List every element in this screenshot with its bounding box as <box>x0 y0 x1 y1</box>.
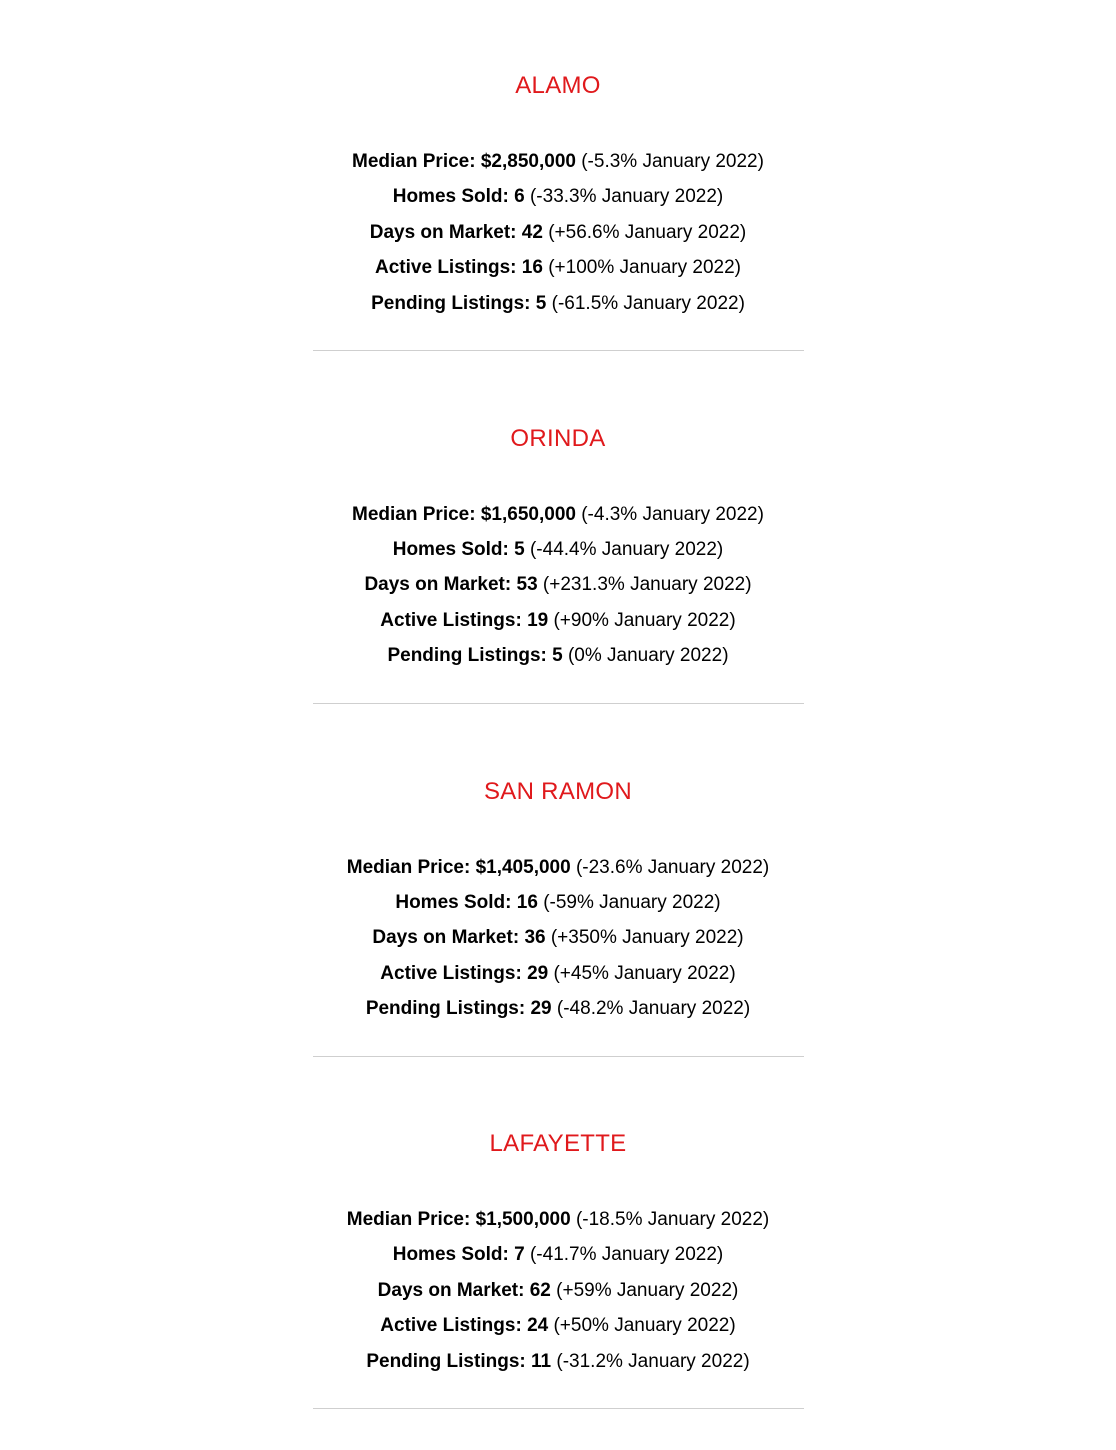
stat-pending-listings <box>0 289 1116 324</box>
stat-label: Active Listings: <box>375 257 517 279</box>
stat-active-listings <box>0 606 1116 641</box>
stat-label: Median Price: <box>346 1209 471 1230</box>
stat-change: (-23.6% January 2022) <box>575 856 770 878</box>
stat-change: (-4.3% January 2022) <box>581 503 764 525</box>
stat-days-on-market <box>0 1276 1116 1311</box>
stat-label: Homes Sold: <box>392 1244 509 1266</box>
stat-change: (-33.3% January 2022) <box>529 186 724 208</box>
stat-label: Median Price: <box>352 503 476 525</box>
city-heading: LAFAYETTE <box>489 1130 627 1157</box>
stat-value: 7 <box>514 1244 525 1266</box>
stat-value: 42 <box>521 221 543 243</box>
stat-change: (-59% January 2022) <box>543 891 721 913</box>
stat-value: 16 <box>516 891 538 913</box>
stat-active-listings <box>0 1311 1116 1346</box>
stat-change: (-18.5% January 2022) <box>575 1209 770 1230</box>
stat-value: 5 <box>514 538 525 560</box>
stat-value: 24 <box>527 1315 549 1337</box>
stat-value: 16 <box>521 257 543 279</box>
stat-change: (-44.4% January 2022) <box>529 538 724 560</box>
stat-days-on-market <box>0 570 1116 605</box>
stat-label: Active Listings: <box>380 1315 522 1337</box>
stat-active-listings <box>0 959 1116 994</box>
stat-label: Days on Market: <box>372 927 520 949</box>
stat-pending-listings <box>0 1347 1116 1382</box>
stat-change: (+90% January 2022) <box>553 609 736 631</box>
stat-label: Pending Listings: <box>387 645 547 667</box>
stat-value: 5 <box>552 645 563 667</box>
city-heading: SAN RAMON <box>483 777 633 805</box>
stat-value: 29 <box>530 998 552 1020</box>
stat-homes-sold <box>0 182 1116 217</box>
city-heading: ALAMO <box>515 72 601 99</box>
stat-pending-listings <box>0 994 1116 1029</box>
stats-list <box>0 1205 1116 1382</box>
stat-label: Median Price: <box>352 151 476 172</box>
stat-median-price <box>0 1205 1116 1240</box>
stat-value: $1,500,000 <box>475 1209 571 1230</box>
stat-median-price <box>0 500 1116 535</box>
stat-label: Days on Market: <box>377 1279 525 1301</box>
stat-homes-sold <box>0 535 1116 570</box>
stat-homes-sold <box>0 1240 1116 1275</box>
stat-value: 6 <box>514 186 525 208</box>
stat-value: $1,405,000 <box>475 856 571 878</box>
city-section-alamo <box>0 0 1116 314</box>
stat-value: $1,650,000 <box>480 503 576 525</box>
section-divider <box>313 1408 804 1409</box>
stat-change: (+50% January 2022) <box>553 1315 736 1337</box>
city-section-lafayette <box>0 1058 1116 1372</box>
stat-value: 53 <box>516 574 538 596</box>
stat-label: Days on Market: <box>369 221 517 243</box>
section-divider <box>313 1056 804 1057</box>
stat-change: (-31.2% January 2022) <box>556 1350 750 1372</box>
stat-change: (+231.3% January 2022) <box>542 574 752 596</box>
stat-pending-listings <box>0 641 1116 676</box>
stat-active-listings <box>0 253 1116 288</box>
city-heading: ORINDA <box>510 424 606 452</box>
stat-label: Pending Listings: <box>365 998 526 1020</box>
stat-label: Active Listings: <box>380 962 522 984</box>
section-divider <box>313 350 804 351</box>
city-section-orinda <box>0 353 1116 667</box>
stat-label: Days on Market: <box>364 574 512 596</box>
stat-label: Pending Listings: <box>371 292 531 314</box>
stat-change: (0% January 2022) <box>567 645 729 667</box>
stat-value: 29 <box>527 962 549 984</box>
stat-change: (-41.7% January 2022) <box>529 1244 724 1266</box>
stat-change: (-48.2% January 2022) <box>556 998 751 1020</box>
stat-label: Homes Sold: <box>395 891 512 913</box>
stat-value: 62 <box>529 1279 551 1301</box>
stat-median-price <box>0 853 1116 888</box>
stat-homes-sold <box>0 888 1116 923</box>
stat-change: (+100% January 2022) <box>548 257 741 279</box>
stat-label: Homes Sold: <box>392 186 509 208</box>
stat-label: Homes Sold: <box>392 538 509 560</box>
stat-change: (+45% January 2022) <box>553 962 736 984</box>
stat-change: (+350% January 2022) <box>550 927 744 949</box>
stat-label: Active Listings: <box>380 609 522 631</box>
section-divider <box>313 703 804 704</box>
stat-label: Median Price: <box>346 856 471 878</box>
stat-days-on-market <box>0 923 1116 958</box>
stat-label: Pending Listings: <box>366 1350 526 1372</box>
stat-value: 36 <box>524 927 546 949</box>
stat-median-price <box>0 147 1116 182</box>
stat-change: (-61.5% January 2022) <box>551 292 745 314</box>
stats-list <box>0 147 1116 324</box>
stat-change: (+59% January 2022) <box>556 1279 739 1301</box>
stat-change: (+56.6% January 2022) <box>548 221 747 243</box>
stat-value: 11 <box>531 1350 552 1372</box>
stats-list <box>0 853 1116 1030</box>
stat-value: 5 <box>535 292 547 314</box>
stat-change: (-5.3% January 2022) <box>581 151 764 172</box>
stat-days-on-market <box>0 218 1116 253</box>
stats-list <box>0 500 1116 677</box>
stat-value: $2,850,000 <box>480 151 576 172</box>
stat-value: 19 <box>527 609 549 631</box>
city-section-san-ramon <box>0 706 1116 1020</box>
